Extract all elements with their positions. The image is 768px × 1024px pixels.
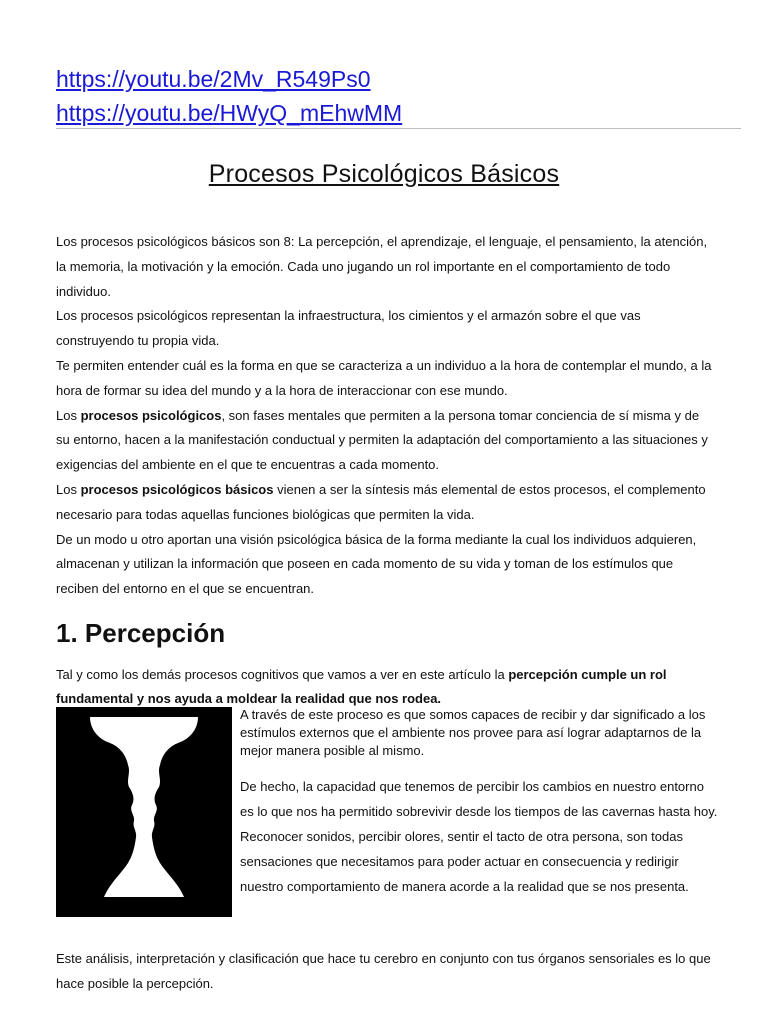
bold-term: procesos psicológicos básicos [80, 481, 274, 497]
rubin-vase-image [56, 707, 232, 917]
paragraph [56, 478, 716, 528]
paragraph: Los procesos psicológicos representan la infraestructura, los cimientos y el armazón sobre el que vas construyendo tu propia vida. [56, 308, 641, 349]
bold-term: procesos psicológicos [80, 407, 222, 423]
section-heading: 1. Percepción [56, 618, 226, 648]
paragraph: Este análisis, interpretación y clasificación que hace tu cerebro en conjunto con tus órganos sensoriales es lo que hace posible la percepción. [56, 951, 711, 991]
text-run: , son fases mentales que permiten a la persona tomar conciencia de sí misma y de su entorno, hacen a la manifestación conductual y permiten la adaptación del comportamiento a las situaciones y exigencias del ambiente en el que te encuentras a cada momento. [56, 407, 708, 473]
text-run: vienen a ser la síntesis más elemental de estos procesos, el complemento necesario para todas aquellas funciones biológicas que permiten la vida. [56, 481, 706, 522]
perception-closing [56, 946, 721, 996]
paragraph: De hecho, la capacidad que tenemos de percibir los cambios en nuestro entorno es lo que nos ha permitido sobrevivir desde los tiempos de las cavernas hasta hoy. [240, 779, 718, 819]
horizontal-rule [56, 128, 741, 129]
paragraph: Te permiten entender cuál es la forma en que se caracteriza a un individuo a la hora de contemplar el mundo, a la hora de formar su idea del mundo y a la hora de interaccionar con ese mundo. [56, 357, 712, 398]
section-lead [56, 663, 721, 711]
paragraph: Los procesos psicológicos básicos son 8: La percepción, el aprendizaje, el lenguaje, el pensamiento, la atención, la memoria, la motivación y la emoción. Cada uno jugando un rol importante en el comportamiento de todo individuo. [56, 234, 708, 299]
youtube-link-2[interactable]: https://youtu.be/HWyQ_mEhwMM [56, 100, 403, 126]
paragraph [56, 663, 721, 711]
rubin-vase-illustration [56, 707, 232, 917]
bold-term: percepción cumple un rol fundamental y nos ayuda a moldear la realidad que nos rodea. [56, 667, 667, 706]
paragraph: De un modo u otro aportan una visión psicológica básica de la forma mediante la cual los individuos adquieren, almacenan y utilizan la información que poseen en cada momento de su vida y toman de los estímulos que reciben del entorno en el que se encuentran. [56, 531, 697, 597]
intro-section [56, 230, 716, 602]
perception-side-text [240, 706, 720, 899]
link-list [56, 62, 402, 130]
text-run: Los [56, 481, 81, 497]
youtube-link-1[interactable]: https://youtu.be/2Mv_R549Ps0 [56, 66, 371, 92]
paragraph [56, 404, 716, 478]
text-run: Los [56, 407, 81, 423]
document-title: Procesos Psicológicos Básicos [208, 160, 560, 188]
text-run: Tal y como los demás procesos cognitivos que vamos a ver en este artículo la [56, 667, 509, 682]
paragraph: A través de este proceso es que somos capaces de recibir y dar significado a los estímulos externos que el ambiente nos provee para así lograr adaptarnos de la mejor manera posible al mismo. [240, 707, 706, 758]
paragraph: Reconocer sonidos, percibir olores, sentir el tacto de otra persona, son todas sensaciones que necesitamos para poder actuar en consecuencia y redirigir nuestro comportamiento de manera acorde a la realidad que se nos presenta. [240, 829, 689, 894]
